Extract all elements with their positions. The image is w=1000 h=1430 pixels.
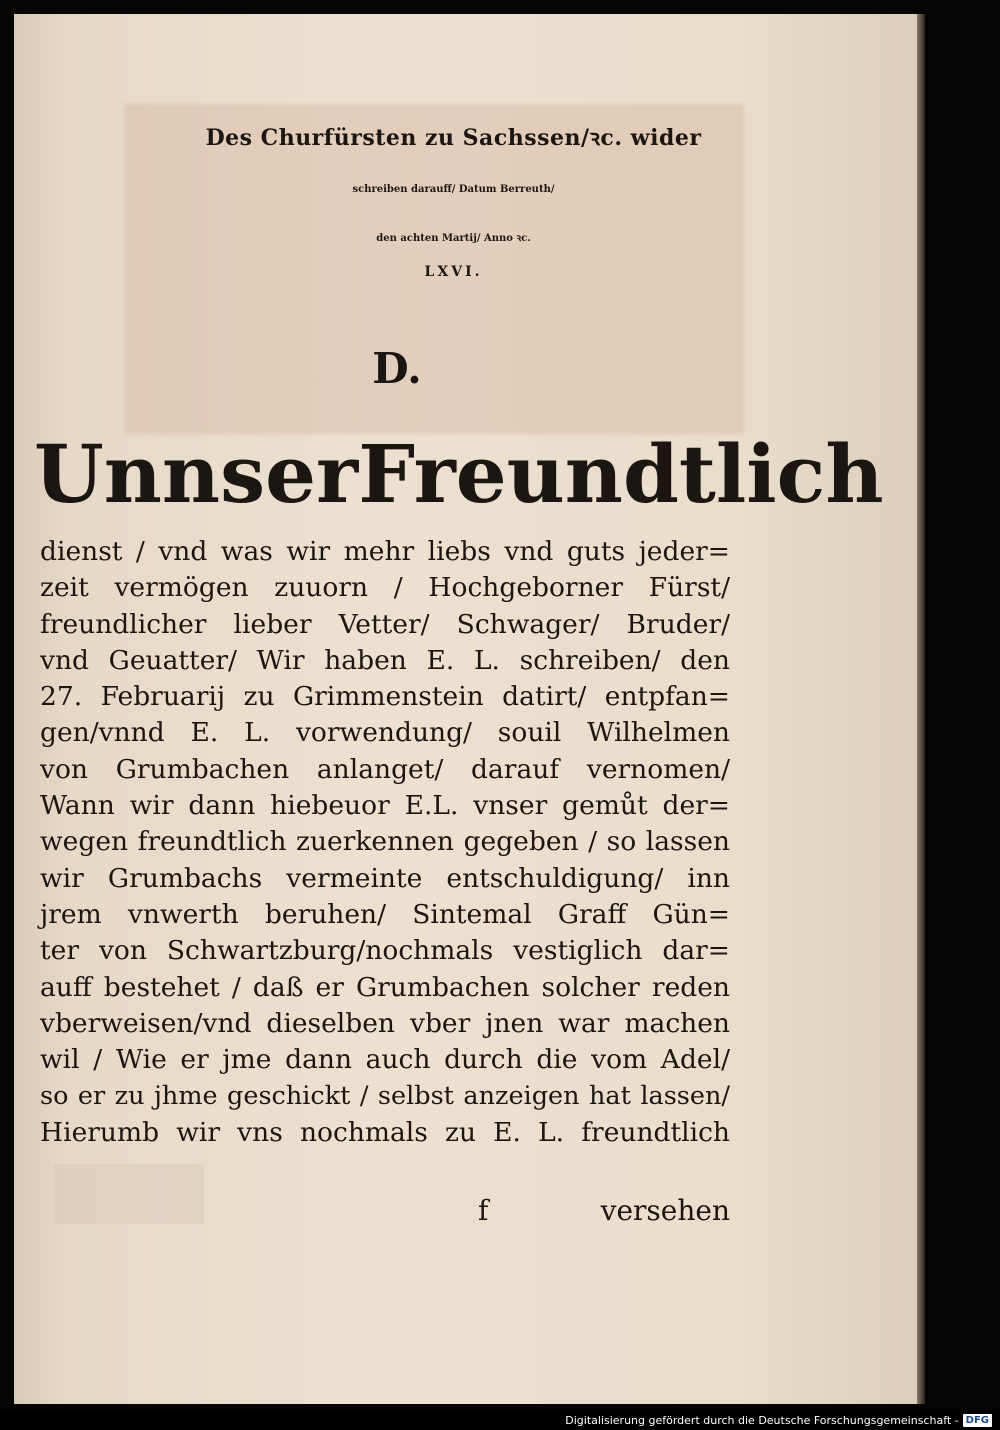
- body-line: vberweisen/vnd dieselben vber jnen war machen: [40, 1007, 730, 1039]
- digitization-credit: [565, 1412, 992, 1428]
- initial-mark: D.: [372, 344, 422, 393]
- body-line: zeit vermögen zuuorn / Hochgeborner Fürst/: [40, 572, 730, 604]
- catchword: versehen: [600, 1194, 730, 1227]
- book-page: [14, 14, 917, 1404]
- body-line: so er zu jhme geschickt / selbst anzeigen hat lassen/: [40, 1081, 730, 1112]
- body-line: von Grumbachen anlanget/ darauf vernomen/: [40, 753, 730, 785]
- body-line: gen/vnnd E. L. vorwendung/ souil Wilhelmen: [40, 717, 730, 749]
- heading-line-4: LXVI.: [424, 264, 483, 280]
- signature-mark: f: [478, 1194, 489, 1227]
- body-line: wil / Wie er jme dann auch durch die vom Adel/: [40, 1044, 730, 1076]
- body-line: vnd Geuatter/ Wir haben E. L. schreiben/ den: [40, 644, 730, 676]
- opening-word-2: Freundtlich: [358, 427, 884, 521]
- body-line: dienst / vnd was wir mehr liebs vnd guts jeder=: [40, 536, 730, 567]
- heading-line-1: Des Churfürsten zu Sachssen/ꝛc. wider: [205, 125, 702, 151]
- body-line: wegen freundtlich zuerkennen gegeben / so lassen: [40, 826, 730, 858]
- body-line: wir Grumbachs vermeinte entschuldigung/ inn: [40, 862, 730, 894]
- body-text: [40, 534, 730, 1151]
- dfg-logo-icon: DFG: [963, 1414, 992, 1427]
- body-line: freundlicher lieber Vetter/ Schwager/ Bruder/: [40, 608, 730, 640]
- opening-words: [34, 419, 884, 529]
- heading-line-3: den achten Martij/ Anno ꝛc.: [376, 233, 531, 244]
- body-line: Wann wir dann hiebeuor E.L. vnser gemůt der=: [40, 790, 730, 822]
- opening-word-1: Unnser: [34, 427, 359, 521]
- body-line: auff bestehet / daß er Grumbachen solcher reden: [40, 971, 730, 1003]
- body-line: ter von Schwartzburg/nochmals vestiglich dar=: [40, 935, 730, 967]
- page-foot: [40, 1194, 730, 1234]
- body-line: jrem vnwerth beruhen/ Sintemal Graff Gün=: [40, 898, 730, 930]
- credit-text: Digitalisierung gefördert durch die Deutsche Forschungsgemeinschaft -: [565, 1413, 959, 1427]
- body-line: Hierumb wir vns nochmals zu E. L. freundtlich: [40, 1116, 730, 1148]
- page-edge: [917, 14, 925, 1404]
- body-line: 27. Februarij zu Grimmenstein datirt/ entpfan=: [40, 681, 730, 713]
- heading-line-2: schreiben darauff/ Datum Berreuth/: [352, 184, 555, 195]
